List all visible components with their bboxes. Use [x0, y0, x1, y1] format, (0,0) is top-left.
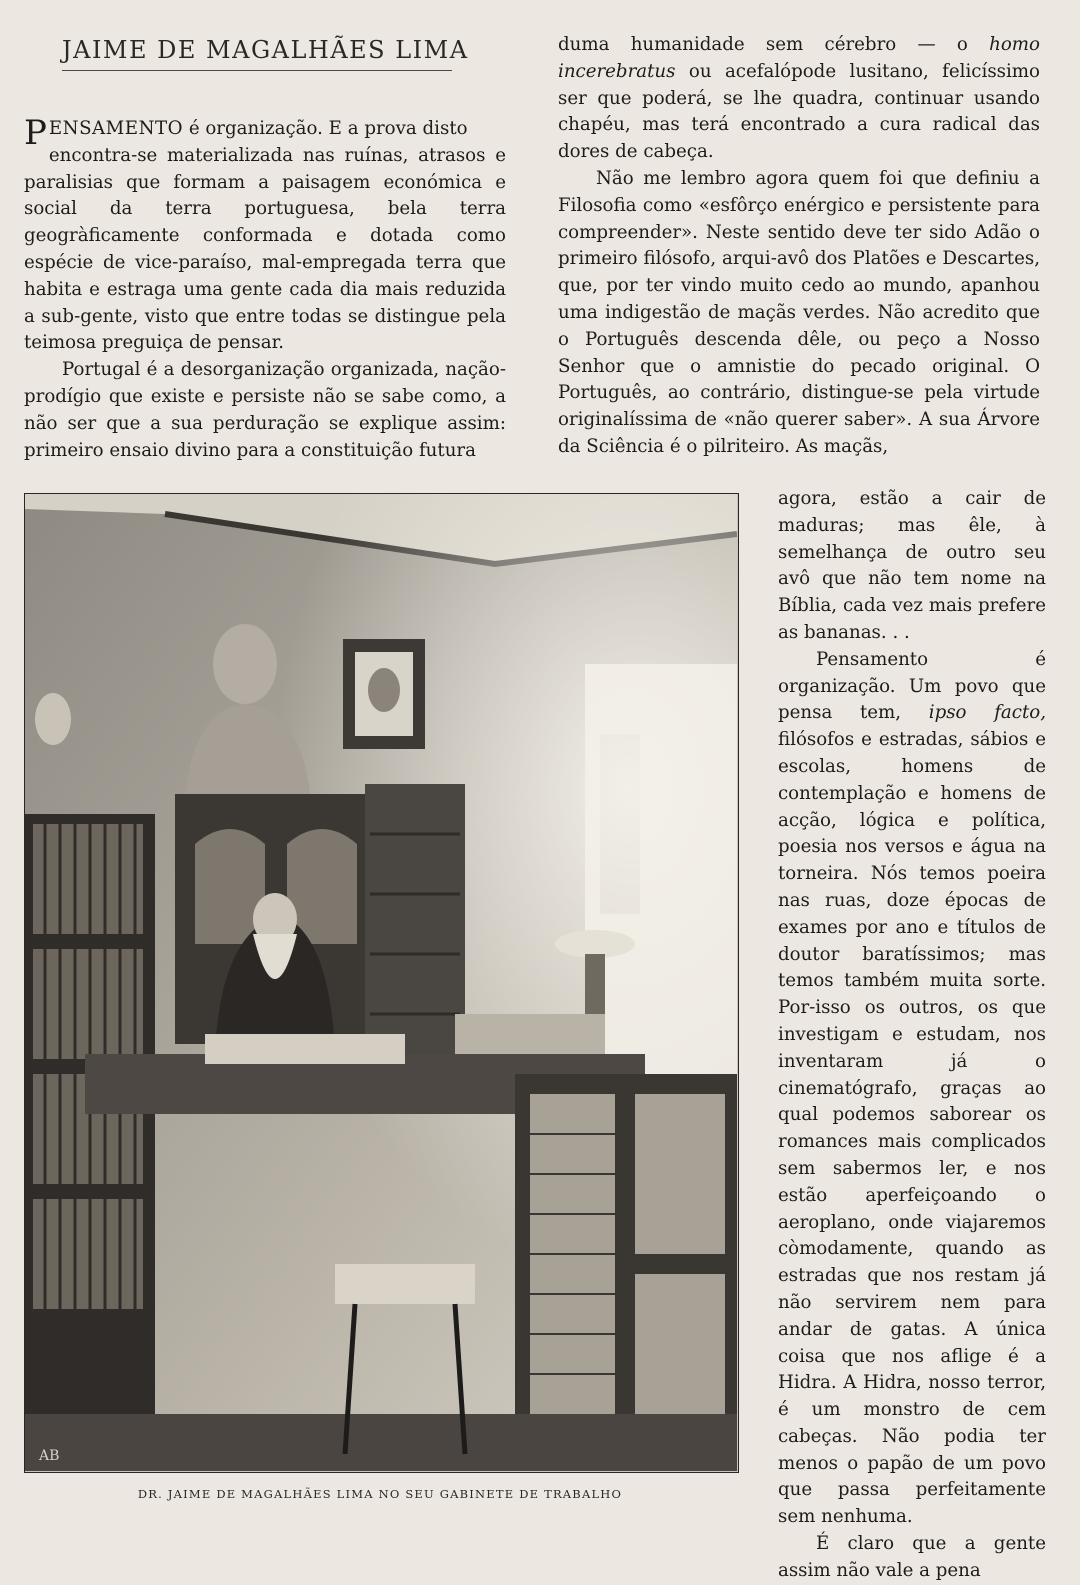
left-column: [24, 113, 506, 464]
right-paragraph-2-continued: agora, estão a cair de maduras; mas êle, à semelhança de outro seu avô que não tem nome na Bíblia, cada vez mais prefere as bananas. . .: [778, 488, 1046, 643]
right-paragraph-2: Não me lembro agora quem foi que definiu a Filosofia como «esfôrço enérgico e persistente para compreender». Neste sentido deve ter sido Adão o primeiro filósofo, arqui-avô dos Platões e Descartes, que, por ter vindo muito cedo ao mundo, apanhou uma indigestão de maçãs verdes. Não acredito que o Português descenda dêle, ou peço a Nosso Senhor que o amnistie do pecado original. O Português, ao contrário, distingue-se pela virtude originalíssima de «não querer saber». A sua Árvore da Sciência é o pilriteiro. As maçãs,: [558, 167, 1040, 457]
photo-illustration: [25, 494, 737, 1471]
right-p1-italic: homo incerebratus: [558, 34, 1040, 82]
first-line-rest: é organização. E a prova disto: [183, 118, 468, 139]
right-p1-before: duma humanidade sem cérebro — o: [558, 34, 990, 55]
article-title: JAIME DE MAGALHÃES LIMA: [62, 36, 452, 71]
right-column-top: [558, 32, 1040, 461]
opening-word: ENSAMENTO: [48, 118, 184, 139]
photo-caption: DR. JAIME DE MAGALHÃES LIMA NO SEU GABINETE DE TRABALHO: [137, 1487, 623, 1501]
right-paragraph-4: É claro que a gente assim não vale a pena: [778, 1533, 1046, 1581]
right-paragraph-1: [558, 32, 1040, 166]
left-paragraph-2: Portugal é a desorganização organizada, nação-prodígio que existe e persiste não se sabe como, a não ser que a sua perduração se explique assim: primeiro ensaio divino para a constituição futura: [24, 359, 506, 461]
left-paragraph-1: [24, 113, 506, 357]
photographer-signature: AB: [39, 1448, 60, 1464]
right-p3-italic: ipso facto,: [928, 702, 1046, 724]
right-p3-before: Pensamento é organização. Um povo que pensa tem,: [778, 648, 1046, 724]
right-p1-after: ou acefalópode lusitano, felicíssimo ser que poderá, se lhe quadra, continuar usando chapéu, mas terá encontrado a cura radical das dores de cabeça.: [558, 60, 1040, 163]
right-column-narrow: [778, 486, 1046, 1585]
right-paragraph-3: [778, 647, 1046, 1531]
drop-cap: P: [24, 113, 47, 153]
left-paragraph-1-body: encontra-se materializada nas ruínas, atrasos e paralisias que formam a paisagem económica e social da terra portuguesa, bela terra geogràficamente conformada e dotada como espécie de vice-paraíso, mal-empregada terra que habita e estraga uma gente cada dia mais reduzida a sub-gente, visto que entre todas se distingue pela teimosa preguiça de pensar.: [24, 144, 506, 354]
right-p3-after: filósofos e estradas, sábios e escolas, homens de contemplação e homens de acção, lógica e política, poesia nos versos e água na torneira. Nós temos poeira nas ruas, doze épocas de exames por ano e títulos de doutor baratíssimos; mas temos também muita sorte. Por-isso os outros, os que investigam e estudam, nos inventaram já o cinematógrafo, graças ao qual podemos saborear os romances mais complicados sem sabermos ler, e nos estão aperfeiçoando o aeroplano, onde viajaremos còmodamente, quando as estradas que nos restam já não servirem nem para andar de gatas. A única coisa que nos aflige é a Hidra. A Hidra, nosso terror, é um monstro de cem cabeças. Não podia ter menos o papão de um povo que passa perfeitamente sem nenhuma.: [778, 729, 1046, 1528]
study-photograph: [24, 493, 739, 1473]
